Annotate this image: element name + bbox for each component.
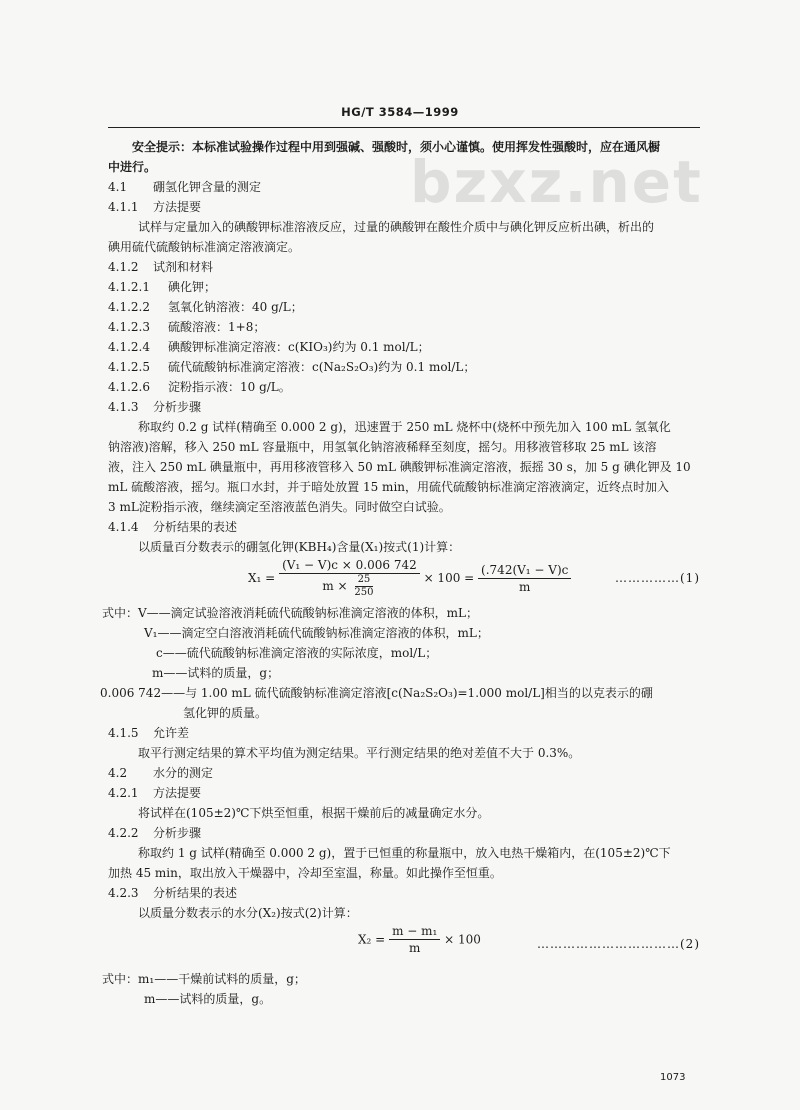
- section-4-1-1-heading: [108, 197, 700, 217]
- fraction-denominator: m: [409, 941, 421, 955]
- fraction-denominator: [319, 574, 379, 599]
- fraction-numerator: (.742(V₁ − V)c: [478, 562, 571, 579]
- section-number: 4.2.2: [108, 826, 139, 840]
- section-number: 4.1.3: [108, 400, 139, 414]
- reagent-item: [108, 277, 700, 297]
- procedure-line: 钠溶液)溶解，移入 250 mL 容量瓶中，用氢氧化钠溶液稀释至刻度，摇匀。用移液管移取 25 mL 该溶: [108, 440, 657, 454]
- formula-lhs: X₁ =: [248, 571, 276, 585]
- document-body: [100, 137, 700, 1009]
- moisture-procedure-line2: 加热 45 min，取出放入干燥器中，冷却至室温，称量。如此操作至恒重。: [108, 866, 502, 880]
- reagent-item: [108, 377, 700, 397]
- procedure-line: 称取约 0.2 g 试样(精确至 0.000 2 g)，迅速置于 250 mL 烧杯中(烧杯中预先加入 100 mL 氢氧化: [138, 420, 671, 434]
- formula-times: × 100 =: [423, 571, 475, 585]
- definition-symbol: m——: [144, 992, 180, 1006]
- inner-fraction: [351, 574, 376, 599]
- definition-text: 滴定空白溶液消耗硫代硫酸钠标准滴定溶液的体积，mL；: [181, 626, 489, 640]
- principle-paragraph-line1: 试样与定量加入的碘酸钾标准溶液反应，过量的碘酸钾在酸性介质中与碘化钾反应析出碘，析出的: [138, 220, 655, 234]
- item-text: 氢氧化钠溶液：40 g/L；: [168, 300, 303, 314]
- definition-symbol: c——: [156, 646, 187, 660]
- section-4-2-3-heading: [108, 883, 700, 903]
- principle-paragraph-line2: 碘用硫代硫酸钠标准滴定溶液滴定。: [108, 240, 301, 254]
- item-number: 4.1.2.2: [108, 300, 150, 314]
- section-number: 4.1.1: [108, 200, 139, 214]
- denominator-prefix: m ×: [322, 579, 348, 593]
- definition-continuation: 氢化钾的质量。: [183, 706, 268, 720]
- section-title: 分析结果的表述: [153, 520, 238, 534]
- formula-lhs: X₂ =: [358, 932, 386, 947]
- definition-row: [108, 989, 700, 1009]
- definition-text: 硫代硫酸钠标准滴定溶液的实际浓度，mol/L；: [186, 646, 438, 660]
- section-number: 4.2.1: [108, 786, 139, 800]
- definition-row: [100, 683, 692, 703]
- procedure-line: mL 硫酸溶液，摇匀。瓶口水封，并于暗处放置 15 min，用硫代硫酸钠标准滴定溶液滴定，近终点时加入: [108, 480, 670, 494]
- item-text: 碘化钾；: [168, 280, 217, 294]
- definition-text: 滴定试验溶液消耗硫代硫酸钠标准滴定溶液的体积，mL；: [170, 606, 479, 620]
- header-rule: [108, 127, 700, 128]
- section-title: 水分的测定: [153, 766, 214, 780]
- definition-row: [102, 969, 694, 989]
- formula-1: [108, 557, 700, 603]
- definition-text: 与 1.00 mL 硫代硫酸钠标准滴定溶液[c(Na₂S₂O₃)=1.000 mol/L]相当的以克表示的硼: [185, 686, 653, 700]
- formula-fraction-2: [478, 562, 571, 595]
- formula-intro: 以质量分数表示的水分(X₂)按式(2)计算：: [138, 906, 358, 920]
- inner-numerator: 25: [355, 574, 374, 587]
- definition-row: [108, 663, 700, 683]
- definition-text: 干燥前试料的质量，g；: [178, 972, 306, 986]
- section-title: 分析结果的表述: [153, 886, 238, 900]
- formula-1-expression: [248, 557, 571, 599]
- definition-text: 试料的质量，g；: [187, 666, 280, 680]
- item-number: 4.1.2.4: [108, 340, 150, 354]
- safety-note-line1: 安全提示：本标准试验操作过程中用到强碱、强酸时，须小心谨慎。使用挥发性强酸时，应在通风橱: [132, 140, 661, 154]
- formula-intro: 以质量百分数表示的硼氢化钾(KBH₄)含量(X₁)按式(1)计算：: [138, 540, 461, 554]
- moisture-principle-text: 将试样在(105±2)℃下烘至恒重，根据干燥前后的减量确定水分。: [138, 806, 490, 820]
- item-number: 4.1.2.1: [108, 280, 150, 294]
- definition-symbol: 式中：m₁——: [102, 972, 179, 986]
- section-number: 4.1.5: [108, 726, 139, 740]
- item-text: 硫酸溶液：1+8；: [168, 320, 266, 334]
- fraction-numerator: m − m₁: [389, 923, 440, 940]
- section-title: 试剂和材料: [153, 260, 214, 274]
- tolerance-text: 取平行测定结果的算术平均值为测定结果。平行测定结果的绝对差值不大于 0.3%。: [138, 746, 581, 760]
- section-4-1-5-heading: [108, 723, 700, 743]
- definition-symbol: 式中：V——: [102, 606, 171, 620]
- formula-number: ……………(1): [615, 571, 700, 585]
- formula-fraction-1: [279, 557, 420, 599]
- section-number: 4.1: [108, 180, 128, 194]
- section-number: 4.2.3: [108, 886, 139, 900]
- standard-code-header: HG/T 3584—1999: [341, 105, 459, 119]
- item-number: 4.1.2.6: [108, 380, 150, 394]
- section-title: 方法提要: [153, 786, 202, 800]
- formula-times: × 100: [444, 932, 481, 947]
- definition-symbol: 0.006 742——: [100, 686, 186, 700]
- page-number: 1073: [660, 1072, 686, 1083]
- formula-2-expression: [358, 923, 481, 956]
- definition-symbol: V₁——: [144, 626, 182, 640]
- section-title: 允许差: [153, 726, 190, 740]
- section-number: 4.1.4: [108, 520, 139, 534]
- definition-symbol: m——: [152, 666, 188, 680]
- section-4-1-heading: [108, 177, 700, 197]
- formula-fraction: [389, 923, 440, 956]
- inner-denominator: 250: [354, 587, 374, 598]
- section-4-2-heading: [108, 763, 700, 783]
- reagent-item: [108, 317, 700, 337]
- fraction-numerator: (V₁ − V)c × 0.006 742: [279, 557, 420, 574]
- fraction-denominator: m: [519, 579, 531, 594]
- safety-note-line2: 中进行。: [108, 160, 157, 174]
- section-4-1-2-heading: [108, 257, 700, 277]
- section-4-2-1-heading: [108, 783, 700, 803]
- section-title: 分析步骤: [153, 400, 202, 414]
- item-number: 4.1.2.5: [108, 360, 150, 374]
- section-number: 4.1.2: [108, 260, 139, 274]
- procedure-line: 3 mL淀粉指示液，继续滴定至溶液蓝色消失。同时做空白试验。: [108, 500, 451, 514]
- section-number: 4.2: [108, 766, 128, 780]
- reagent-item: [108, 297, 700, 317]
- section-title: 分析步骤: [153, 826, 202, 840]
- moisture-procedure-line1: 称取约 1 g 试样(精确至 0.000 2 g)，置于已恒重的称量瓶中，放入电热干燥箱内，在(105±2)℃下: [138, 846, 671, 860]
- watermark-text: bzxz.net: [410, 148, 703, 216]
- definition-row: [108, 643, 700, 663]
- item-number: 4.1.2.3: [108, 320, 150, 334]
- item-text: 淀粉指示液：10 g/L。: [168, 380, 291, 394]
- item-text: 硫代硫酸钠标准滴定溶液：c(Na₂S₂O₃)约为 0.1 mol/L；: [168, 360, 476, 374]
- reagent-item: [108, 337, 700, 357]
- section-4-1-4-heading: [108, 517, 700, 537]
- formula-2: [108, 923, 700, 969]
- section-title: 硼氢化钾含量的测定: [153, 180, 262, 194]
- formula-number: ……………………………(2): [537, 937, 700, 951]
- section-4-1-3-heading: [108, 397, 700, 417]
- definition-row: [108, 623, 700, 643]
- reagent-item: [108, 357, 700, 377]
- procedure-line: 液，注入 250 mL 碘量瓶中，再用移液管移入 50 mL 碘酸钾标准滴定溶液，振摇 30 s，加 5 g 碘化钾及 10: [108, 460, 691, 474]
- section-4-2-2-heading: [108, 823, 700, 843]
- section-title: 方法提要: [153, 200, 202, 214]
- item-text: 碘酸钾标准滴定溶液：c(KIO₃)约为 0.1 mol/L；: [168, 340, 430, 354]
- definition-text: 试料的质量，g。: [179, 992, 272, 1006]
- definition-row: [102, 603, 694, 623]
